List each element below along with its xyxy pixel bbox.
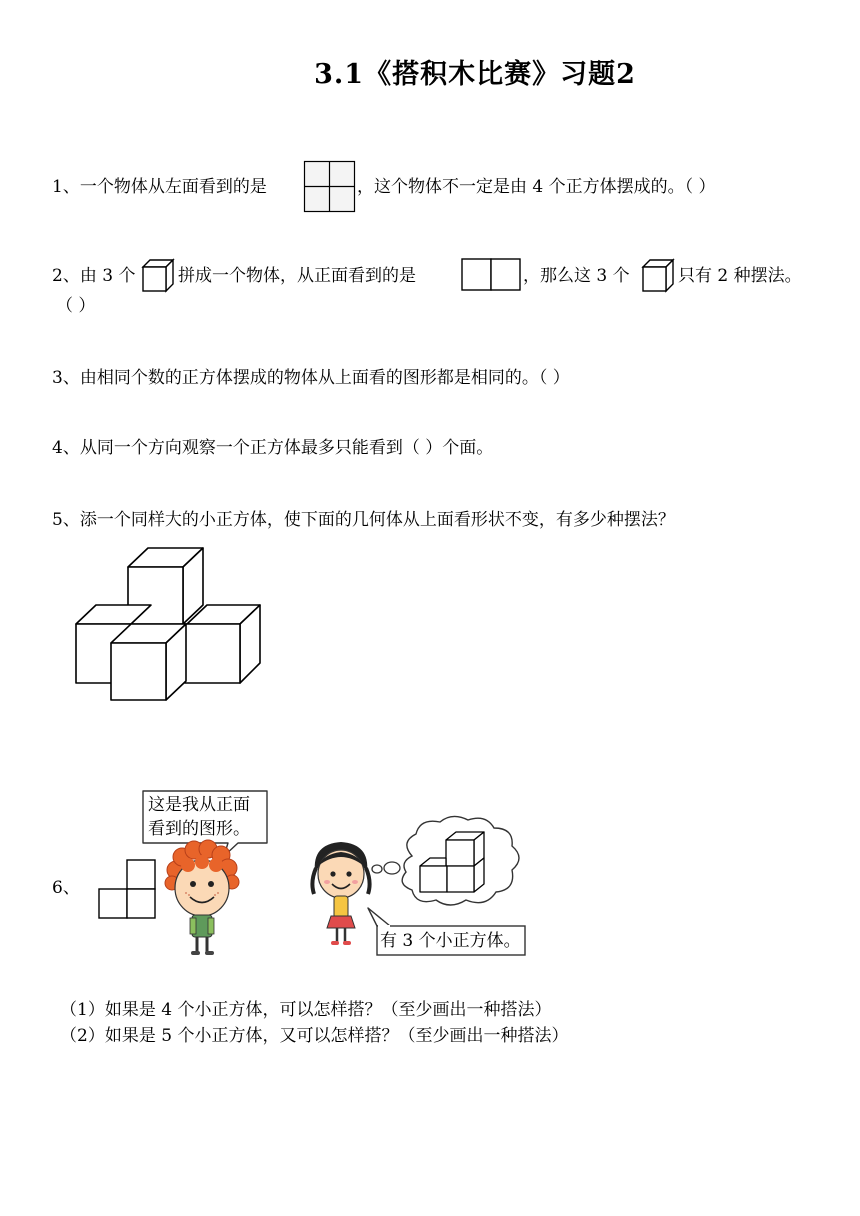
- boy-speech-line-1: 这是我从正面: [148, 795, 250, 815]
- question-2-part3: ，那么这 3 个: [523, 266, 630, 286]
- boy-illustration: [160, 840, 242, 960]
- question-6-label: 6、: [52, 878, 80, 898]
- question-2-part2: 拼成一个物体，从正面看到的是: [178, 266, 416, 286]
- question-2-part4: 只有 2 种摆法。: [678, 266, 802, 286]
- question-1: [52, 175, 267, 199]
- question-1-text-after: ，这个物体不一定是由 4 个正方体摆成的。（ ）: [357, 177, 716, 197]
- small-cube-icon: [141, 258, 177, 292]
- question-1-text-before: 1、一个物体从左面看到的是: [52, 177, 267, 197]
- question-4: 4、从同一个方向观察一个正方体最多只能看到（ ）个面。: [52, 438, 494, 458]
- front-view-l-shape-figure: [98, 858, 158, 920]
- question-5: 5、添一个同样大的小正方体，使下面的几何体从上面看形状不变，有多少种摆法？: [52, 510, 675, 530]
- page-title: 3.1《搭积木比赛》习题2: [314, 59, 636, 90]
- question-2-part1: 2、由 3 个: [52, 266, 136, 286]
- sub-question-1: （1）如果是 4 个小正方体，可以怎样搭？（至少画出一种搭法）: [60, 1000, 552, 1020]
- front-view-two-squares-figure: [461, 258, 523, 292]
- girl-speech-text: 有 3 个小正方体。: [380, 931, 521, 951]
- answer-parentheses: （ ）: [56, 296, 96, 316]
- boy-speech-line-2: 看到的图形。: [148, 819, 250, 839]
- left-view-2x2-grid-figure: [304, 161, 356, 213]
- thought-cubes-figure: [416, 830, 490, 896]
- sub-question-2: （2）如果是 5 个小正方体，又可以怎样搭？（至少画出一种搭法）: [60, 1026, 569, 1046]
- question-3: 3、由相同个数的正方体摆成的物体从上面看的图形都是相同的。（ ）: [52, 368, 570, 388]
- cube-arrangement-figure: [70, 545, 270, 710]
- small-cube-icon: [641, 258, 677, 292]
